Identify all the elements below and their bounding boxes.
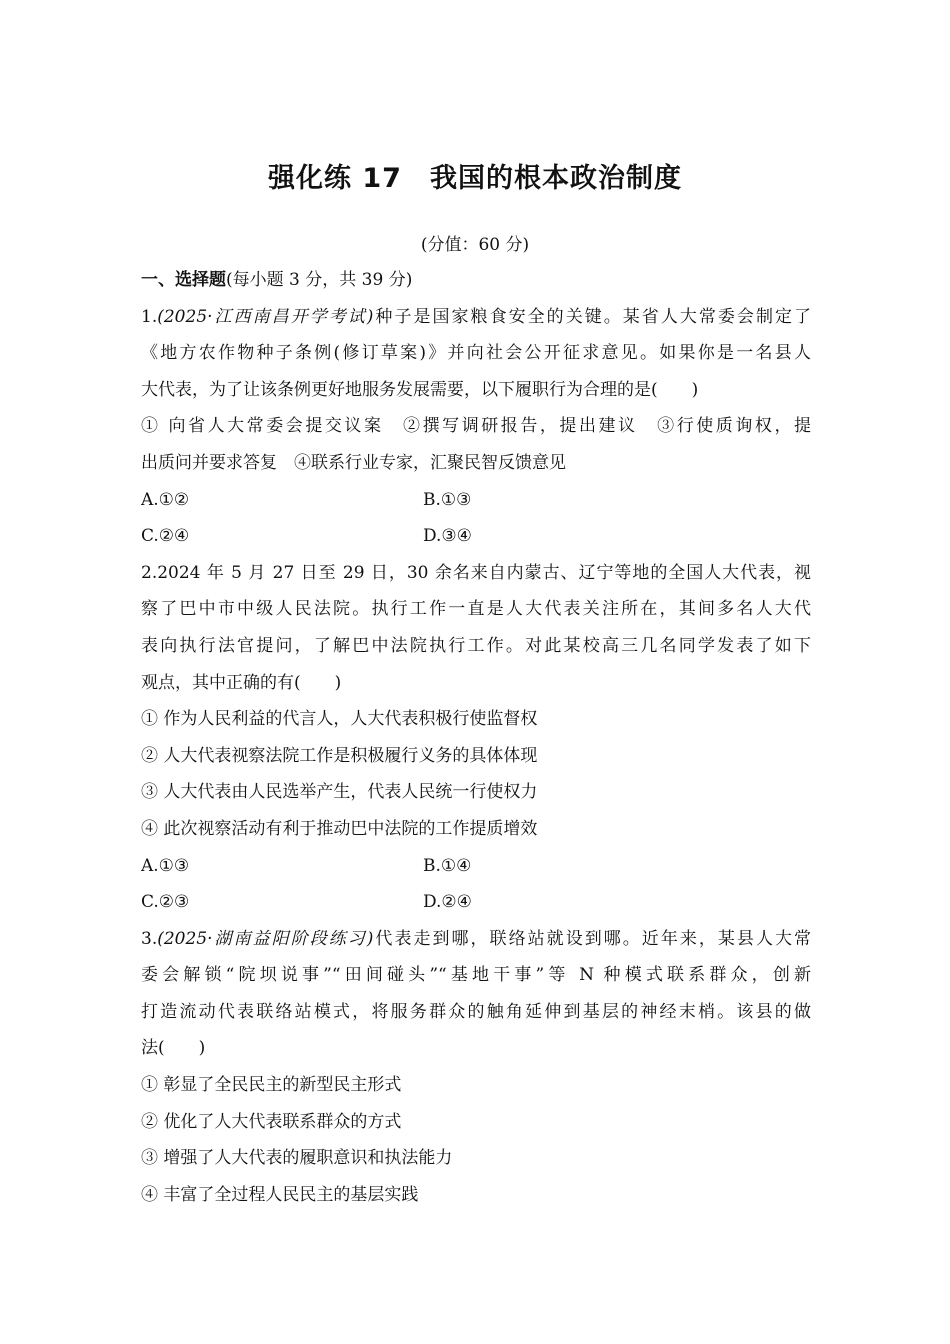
q2-statement-1: ① 作为人民利益的代言人，人大代表积极行使监督权	[141, 709, 538, 730]
q1-option-a[interactable]: A.①②	[141, 489, 190, 510]
q3-line-3: 打造流动代表联络站模式，将服务群众的触角延伸到基层的神经末梢。该县的做	[141, 1001, 811, 1022]
q3-line-1	[141, 921, 811, 958]
q1-number: 1.	[141, 306, 158, 327]
section-title: 一、选择题	[141, 270, 226, 290]
q1-line-3: 大代表，为了让该条例更好地服务发展需要，以下履职行为合理的是( )	[141, 379, 699, 400]
q1-line-1	[141, 299, 811, 336]
q3-line-4: 法( )	[141, 1038, 206, 1059]
q1-option-b[interactable]: B.①③	[423, 489, 472, 510]
q2-option-a[interactable]: A.①③	[141, 855, 190, 876]
q3-source: (2025·湖南益阳阶段练习)	[157, 928, 374, 949]
q2-option-d[interactable]: D.②④	[423, 892, 472, 913]
q3-statement-4: ④ 丰富了全过程人民民主的基层实践	[141, 1184, 419, 1205]
section-heading	[141, 262, 811, 299]
q1-options-row-2	[141, 518, 811, 555]
page-title: 强化练 17 我国的根本政治制度	[268, 163, 682, 194]
q3-statement-2: ② 优化了人大代表联系群众的方式	[141, 1111, 402, 1132]
q2-line-2: 察了巴中市中级人民法院。执行工作一直是人大代表关注所在，其间多名人大代	[141, 599, 811, 620]
q2-statement-2: ② 人大代表视察法院工作是积极履行义务的具体体现	[141, 745, 538, 766]
q2-statement-4: ④ 此次视察活动有利于推动巴中法院的工作提质增效	[141, 818, 538, 839]
q1-text-1: 种子是国家粮食安全的关键。某省人大常委会制定了	[373, 306, 811, 327]
q1-line-2: 《地方农作物种子条例(修订草案)》并向社会公开征求意见。如果你是一名县人	[141, 343, 811, 364]
q1-option-d[interactable]: D.③④	[423, 526, 472, 547]
q1-options-row-1	[141, 482, 811, 519]
q2-option-b[interactable]: B.①④	[423, 855, 472, 876]
q2-line-1: 2.2024 年 5 月 27 日至 29 日，30 余名来自内蒙古、辽宁等地的全国人大代表，视	[141, 562, 811, 583]
q2-line-4: 观点，其中正确的有( )	[141, 672, 342, 693]
q1-option-c[interactable]: C.②④	[141, 526, 190, 547]
q3-statement-1: ① 彰显了全民民主的新型民主形式	[141, 1075, 402, 1096]
q2-statement-3: ③ 人大代表由人民选举产生，代表人民统一行使权力	[141, 782, 538, 803]
q2-line-3: 表向执行法官提问，了解巴中法院执行工作。对此某校高三几名同学发表了如下	[141, 635, 811, 656]
q2-option-c[interactable]: C.②③	[141, 892, 190, 913]
question-content	[141, 262, 811, 1213]
q1-source: (2025·江西南昌开学考试)	[157, 306, 374, 327]
q1-statement-line-1: ① 向省人大常委会提交议案 ②撰写调研报告，提出建议 ③行使质询权，提	[141, 416, 811, 437]
q1-statement-line-2: 出质问并要求答复 ④联系行业专家，汇聚民智反馈意见	[141, 452, 566, 473]
section-note: (每小题 3 分，共 39 分)	[226, 270, 413, 290]
q3-statement-3: ③ 增强了人大代表的履职意识和执法能力	[141, 1148, 453, 1169]
q3-number: 3.	[141, 928, 158, 949]
q3-line-2: 委会解锁“院坝说事”“田间碰头”“基地干事”等 N 种模式联系群众，创新	[141, 965, 811, 986]
q3-text-1: 代表走到哪，联络站就设到哪。近年来，某县人大常	[373, 928, 811, 949]
q2-options-row-1	[141, 848, 811, 885]
q2-options-row-2	[141, 884, 811, 921]
score-note: (分值：60 分)	[420, 235, 530, 255]
